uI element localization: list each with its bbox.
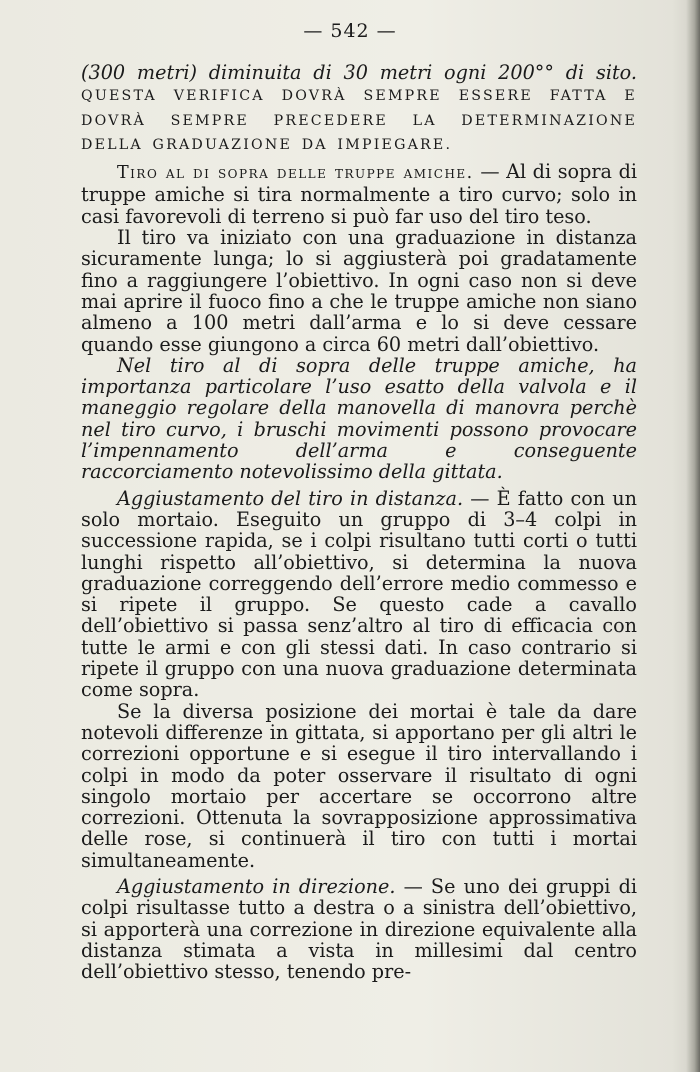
paragraph-distance-adjustment — [81, 488, 637, 701]
section-title-friendly-troops: Tiro al di sopra delle truppe amiche. — [117, 163, 474, 184]
caps-verification-note: QUESTA VERIFICA DOVRÀ SEMPRE ESSERE FATTA E DOVRÀ SEMPRE PRECEDERE LA DETERMINAZIONE DELLA GRADUAZIONE DA IMPIEGARE. — [81, 88, 637, 153]
paragraph-italic-valve — [81, 355, 637, 483]
page-body — [81, 62, 637, 982]
page-spine-shadow — [686, 0, 700, 1072]
paragraph-friendly-troops-text: — Al di sopra di truppe amiche si tira normalmente a tiro curvo; solo in casi favorevoli di terreno si può far uso del tiro teso. — [81, 160, 637, 228]
paragraph-mortar-positions: Se la diversa posizione dei mortai è tale da dare notevoli differenze in gittata, si apportano per gli altri le correzioni opportune e si esegue il tiro intervallando i colpi in modo da poter osservare il risultato di ogni singolo mortaio per accertare se occorrono altre correzioni. Ottenuta la sovrapposizione approssimativa delle rose, si continuerà il tiro con tutti i mortai simultaneamente. — [81, 699, 637, 872]
page-number: — 542 — — [303, 20, 397, 42]
section-title-direction-adjustment: Aggiustamento in direzione. — [117, 874, 396, 898]
paragraph-graduation: Il tiro va iniziato con una graduazione in distanza sicuramente lunga; lo si aggiusterà poi gradatamente fino a raggiungere l’obiettivo. In ogni caso non si deve mai aprire il fuoco fino a che le truppe amiche non siano almeno a 100 metri dall’arma e lo si deve cessare quando esse giungono a circa 60 metri dall’obiettivo. — [81, 226, 637, 356]
italic-distance-note: (300 metri) diminuita di 30 metri ogni 200°° di sito. — [81, 61, 637, 84]
section-title-distance-adjustment: Aggiustamento del tiro in distanza. — [117, 486, 464, 510]
paragraph-friendly-troops — [81, 161, 637, 227]
paragraph-distance-adjustment-text: — È fatto con un solo mortaio. Eseguito un gruppo di 3–4 colpi in successione rapida, se i colpi risultano tutti corti o tutti lunghi rispetto all’obiettivo, si determina la nuova graduazione correggendo dell’errore medio commesso e si ripete il gruppo. Se questo cade a cavallo dell’obiettivo si passa senz’altro al tiro di efficacia con tutte le armi e con gli stessi dati. In caso contrario si ripete il gruppo con una nuova graduazione determinata come sopra. — [81, 486, 637, 702]
italic-valve-note: Nel tiro al di sopra delle truppe amiche, ha importanza particolare l’uso esatto della valvola e il maneggio regolare della manovella di manovra perchè nel tiro curvo, i bruschi movimenti possono provocare l’impennamento dell’arma e conseguente raccorciamento notevolissimo della gittata. — [81, 353, 637, 484]
paragraph-direction-adjustment — [81, 876, 637, 982]
paragraph-verification — [81, 62, 637, 156]
paragraph-direction-adjustment-text: — Se uno dei gruppi di colpi risultasse tutto a destra o a sinistra dell’obiettivo, si apporterà una correzione in direzione equivalente alla distanza stimata a vista in millesimi dal centro dell’obiettivo stesso, tenendo pre- — [81, 874, 637, 984]
